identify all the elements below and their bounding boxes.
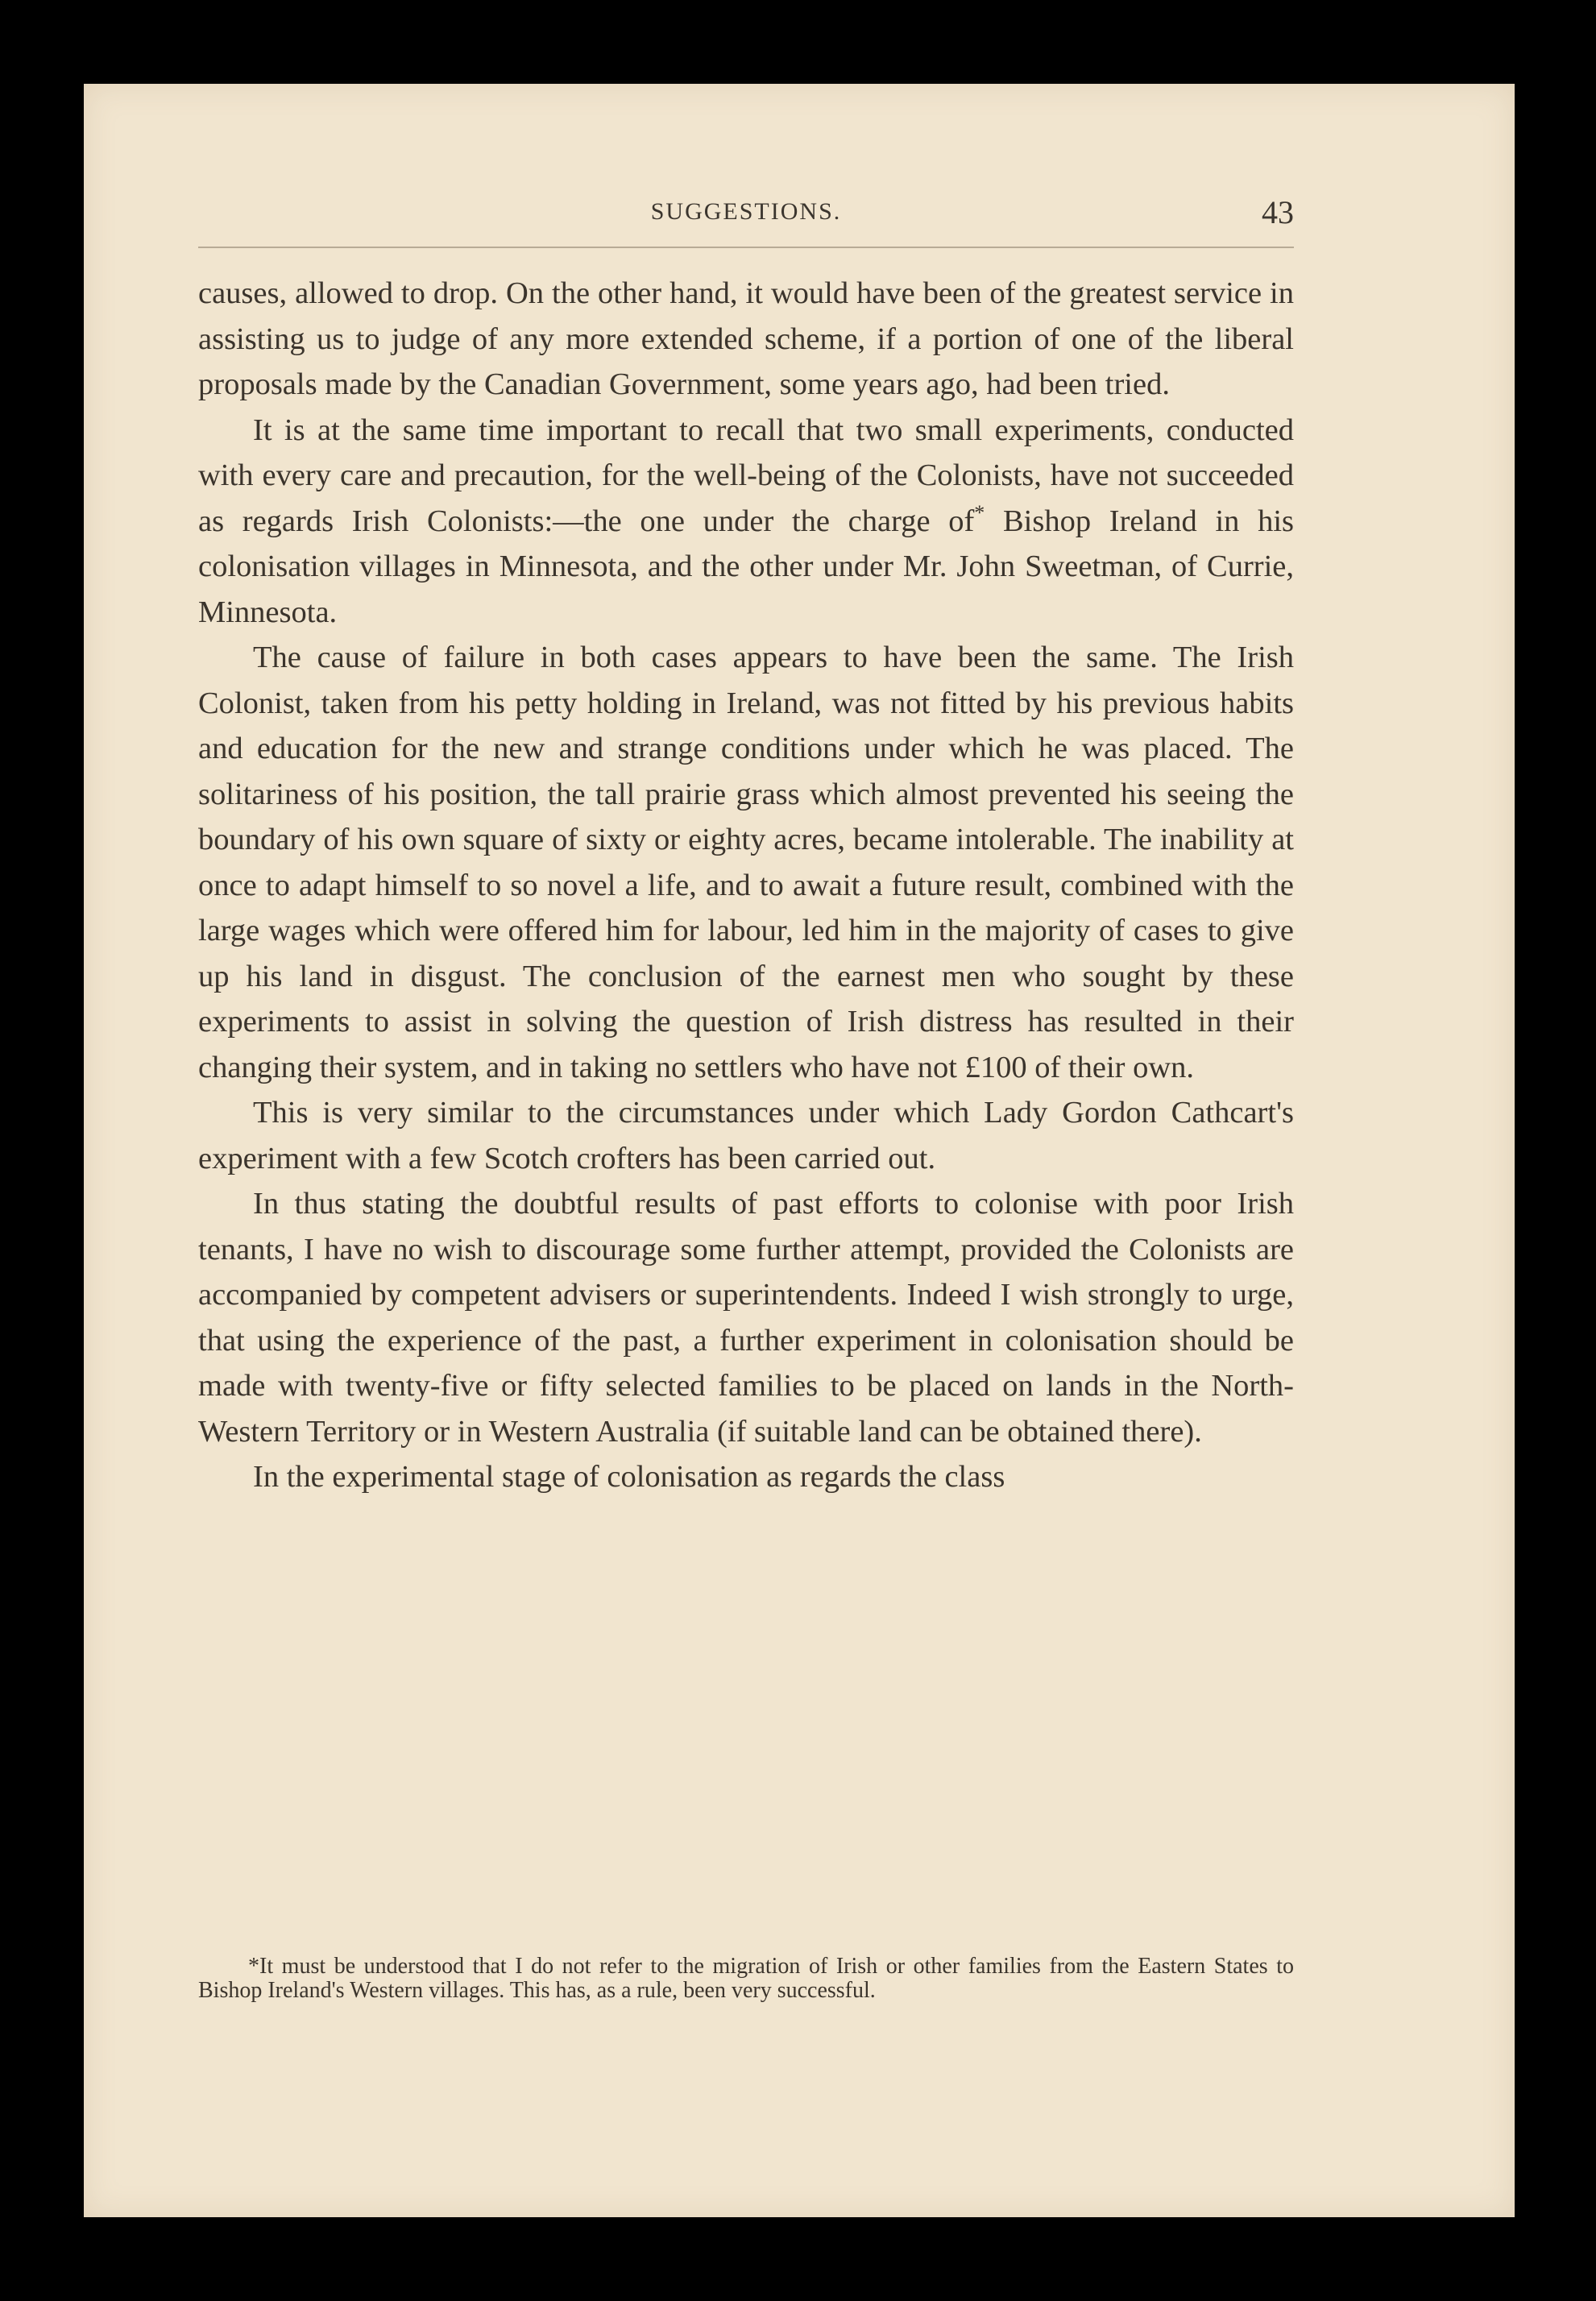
- page-number: 43: [1262, 194, 1294, 230]
- body-text: [198, 271, 1294, 1500]
- paragraph: In thus stating the doubtful results of past efforts to colonise with poor Irish tenants, I have no wish to discourage some further attempt, provided the Colonists are accompanied by competent advisers or superintendents. Indeed I wish strongly to urge, that using the experience of the past, a further experiment in colonisation should be made with twenty-five or fifty selected families to be placed on lands in the North-Western Territory or in Western Australia (if suitable land can be obtained there).: [198, 1187, 1294, 1449]
- page-header: [198, 194, 1294, 238]
- paragraph: This is very similar to the circumstances under which Lady Gordon Cathcart's experiment with a few Scotch crofters has been carried out.: [198, 1096, 1294, 1175]
- header-rule: [198, 247, 1294, 248]
- footnote: *It must be understood that I do not refer to the migration of Irish or other families from the Eastern States to Bishop Ireland's Western villages. This has, as a rule, been very successful.: [198, 1954, 1294, 2003]
- paragraph-text: Bishop Ireland in his colonisation villages in Minnesota, and the other under Mr. John Sweetman, of Currie, Minnesota.: [198, 504, 1294, 629]
- paragraph: In the experimental stage of colonisation as regards the class: [253, 1460, 1005, 1494]
- paragraph: The cause of failure in both cases appears to have been the same. The Irish Colonist, taken from his petty holding in Ireland, was not fitted by his previous habits and education for the new and strange conditions under which he was placed. The solitariness of his position, the tall prairie grass which almost prevented his seeing the boundary of his own square of sixty or eighty acres, became intolerable. The inability at once to adapt himself to so novel a life, and to await a future result, combined with the large wages which were offered him for labour, led him in the majority of cases to give up his land in disgust. The conclusion of the earnest men who sought by these experiments to assist in solving the question of Irish distress has resulted in their changing their system, and in taking no settlers who have not £100 of their own.: [198, 641, 1294, 1084]
- footnote-reference-mark: *: [974, 500, 985, 524]
- paragraph-text: It is at the same time important to recall that two small experiments, conducted with every care and precaution, for the well-being of the Colonists, have not succeeded as regards Irish Colonists:—the one under the charge of: [198, 413, 1294, 538]
- paragraph: [198, 408, 1294, 636]
- running-title: SUGGESTIONS.: [650, 198, 842, 225]
- paragraph: causes, allowed to drop. On the other hand, it would have been of the greatest service in assisting us to judge of any more extended scheme, if a portion of one of the liberal proposals made by the Canadian Government, some years ago, had been tried.: [198, 276, 1294, 401]
